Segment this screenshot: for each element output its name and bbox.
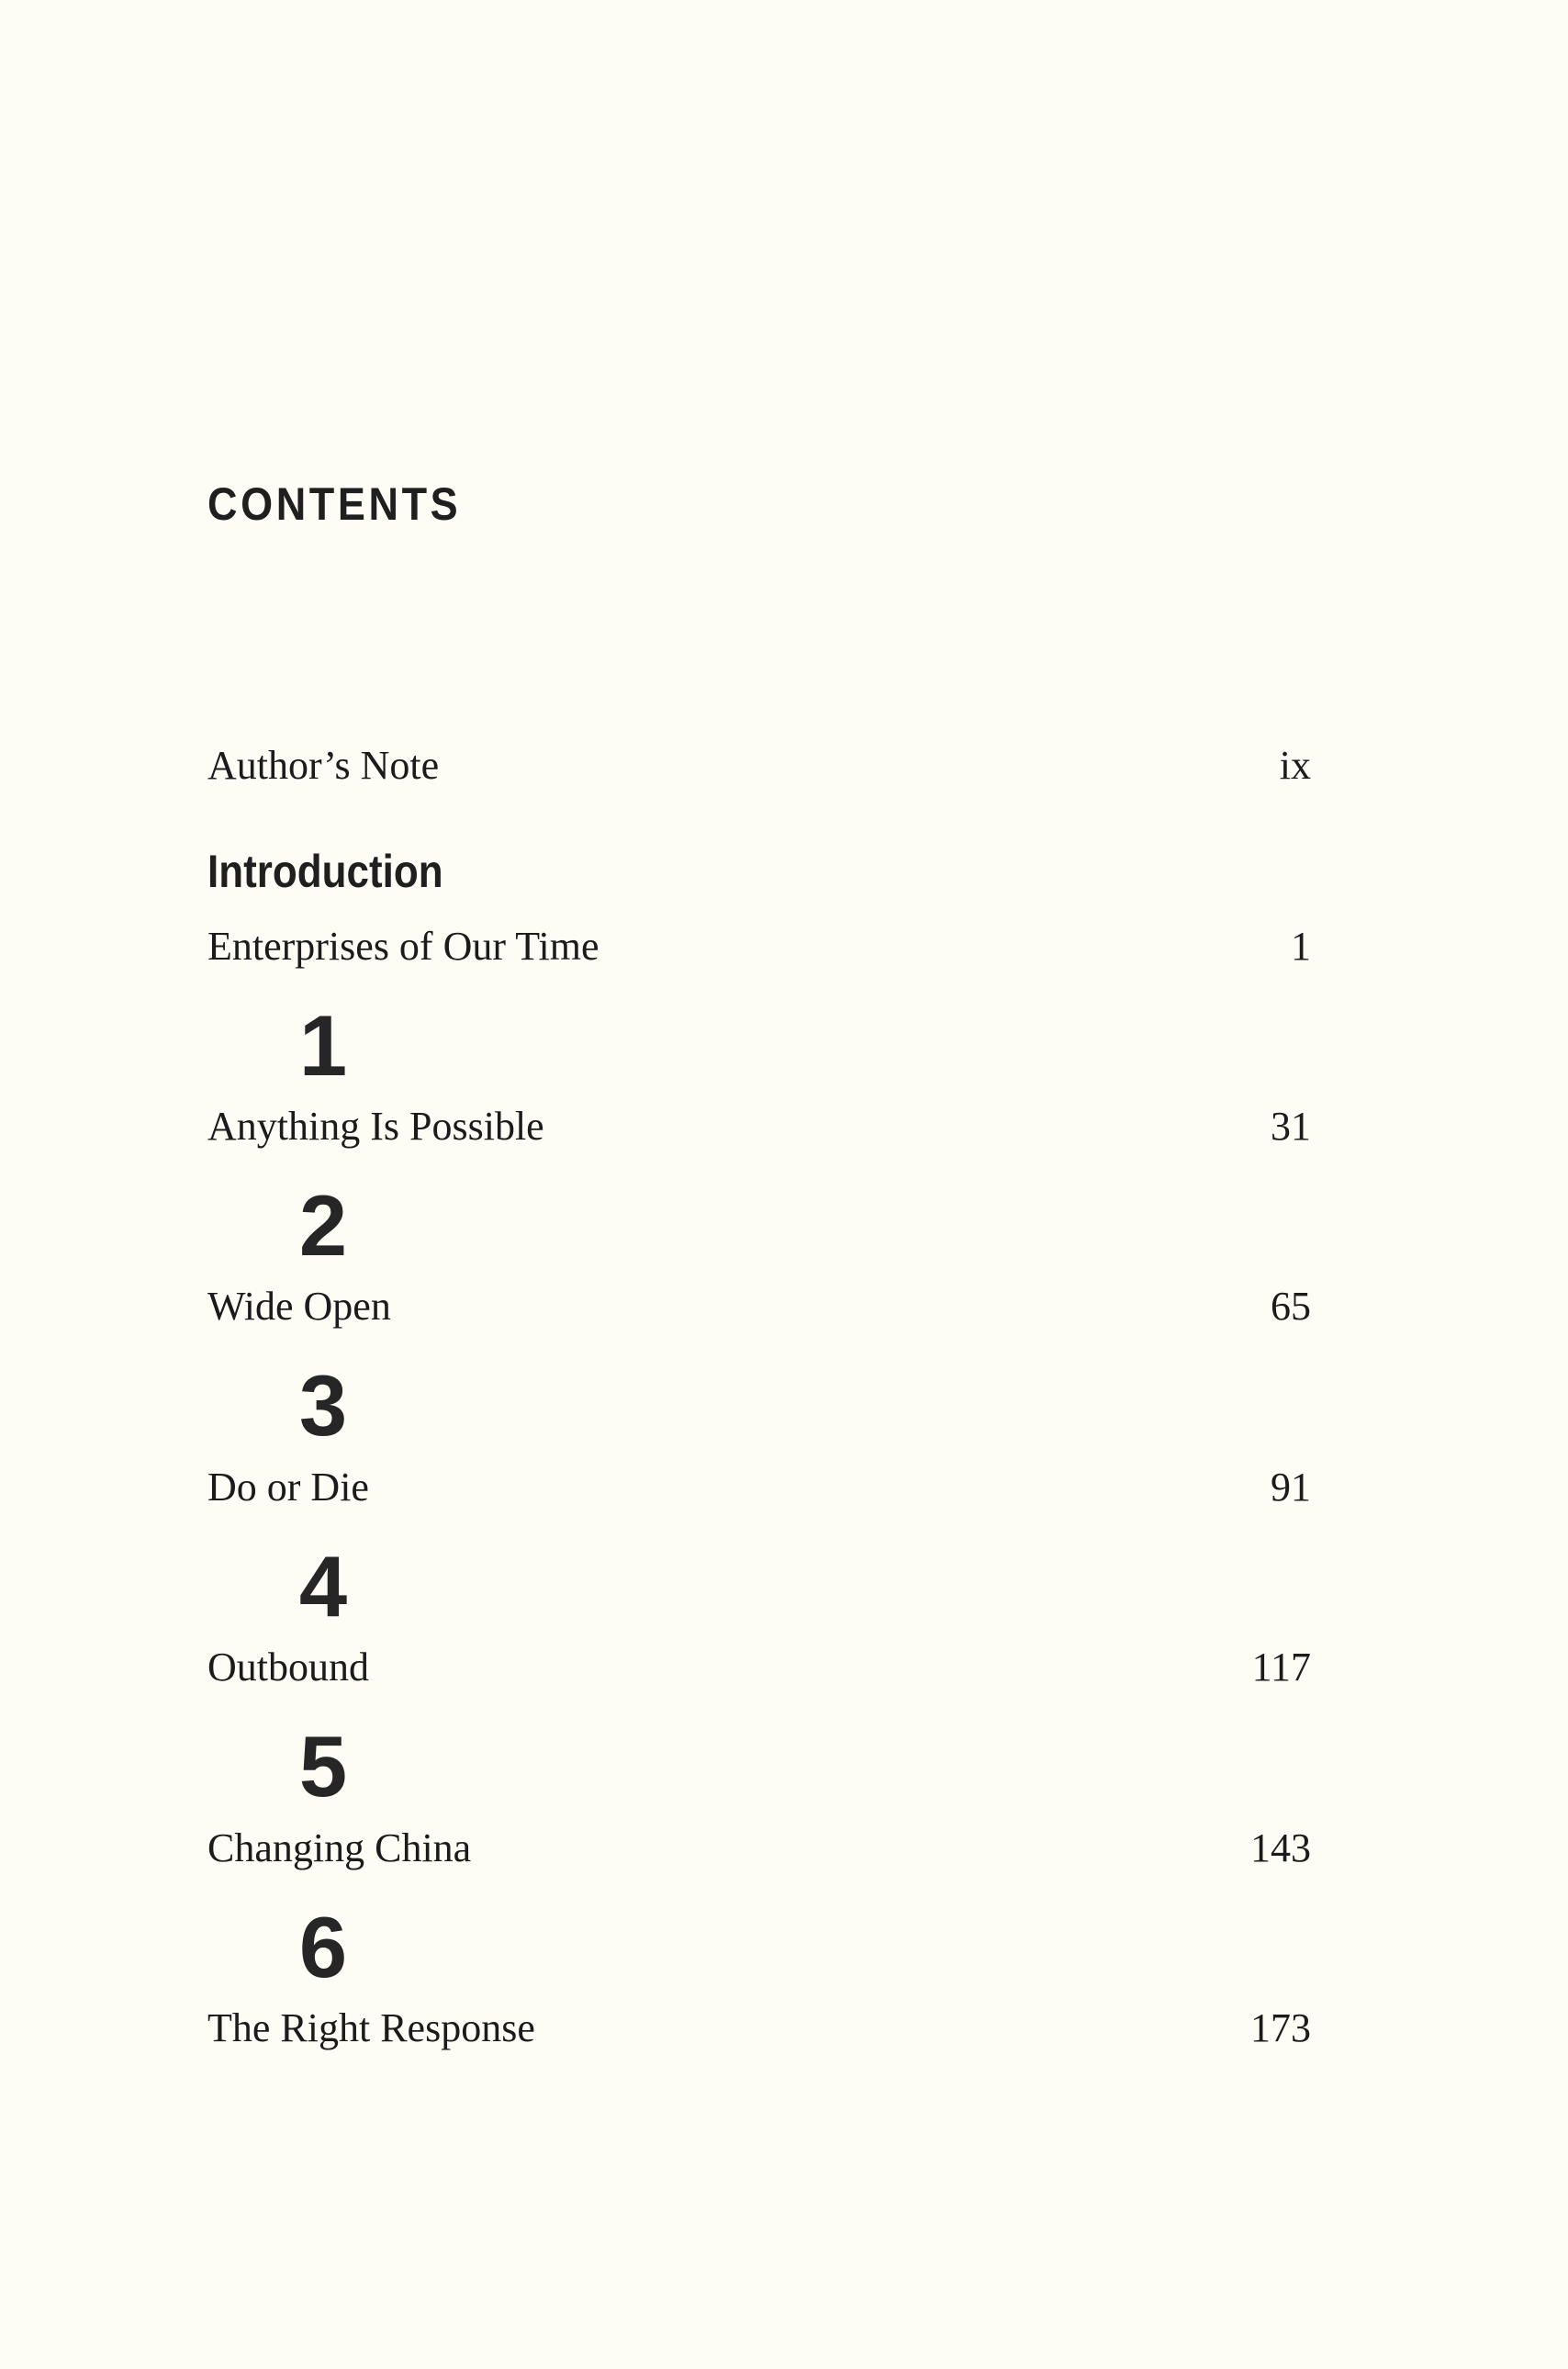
toc-entry-chapter-4[interactable] xyxy=(207,1644,1311,1699)
entry-title: Outbound xyxy=(207,1645,369,1690)
toc-entry-chapter-5[interactable] xyxy=(207,1824,1311,1880)
chapter-number: 6 xyxy=(298,1899,348,1995)
chapter-number: 1 xyxy=(298,997,348,1094)
toc-entry-introduction[interactable] xyxy=(207,923,1311,978)
entry-page-number: 143 xyxy=(1250,1825,1311,1870)
entry-title: Changing China xyxy=(207,1825,472,1870)
toc-entry-authors-note[interactable] xyxy=(207,742,1311,797)
entry-title: The Right Response xyxy=(207,2005,535,2050)
introduction-label: Introduction xyxy=(207,846,443,897)
toc-entry-chapter-3[interactable] xyxy=(207,1464,1311,1519)
entry-page-number: ix xyxy=(1279,743,1311,788)
entry-page-number: 65 xyxy=(1271,1284,1311,1329)
entry-title: Do or Die xyxy=(207,1465,369,1510)
entry-title: Author’s Note xyxy=(207,743,440,788)
contents-heading: CONTENTS xyxy=(207,478,462,530)
chapter-number: 2 xyxy=(298,1177,348,1274)
entry-page-number: 1 xyxy=(1291,924,1311,969)
entry-page-number: 173 xyxy=(1250,2005,1311,2050)
toc-entry-chapter-6[interactable] xyxy=(207,2004,1311,2060)
entry-page-number: 117 xyxy=(1251,1645,1311,1690)
entry-title: Anything Is Possible xyxy=(207,1104,544,1149)
entry-title: Wide Open xyxy=(207,1284,391,1329)
toc-entry-chapter-1[interactable] xyxy=(207,1103,1311,1158)
toc-entry-chapter-2[interactable] xyxy=(207,1283,1311,1338)
chapter-number: 4 xyxy=(298,1538,348,1634)
chapter-number: 3 xyxy=(298,1357,348,1454)
entry-page-number: 91 xyxy=(1271,1465,1311,1510)
entry-page-number: 31 xyxy=(1271,1104,1311,1149)
entry-title: Enterprises of Our Time xyxy=(207,924,599,969)
chapter-number: 5 xyxy=(298,1718,348,1814)
